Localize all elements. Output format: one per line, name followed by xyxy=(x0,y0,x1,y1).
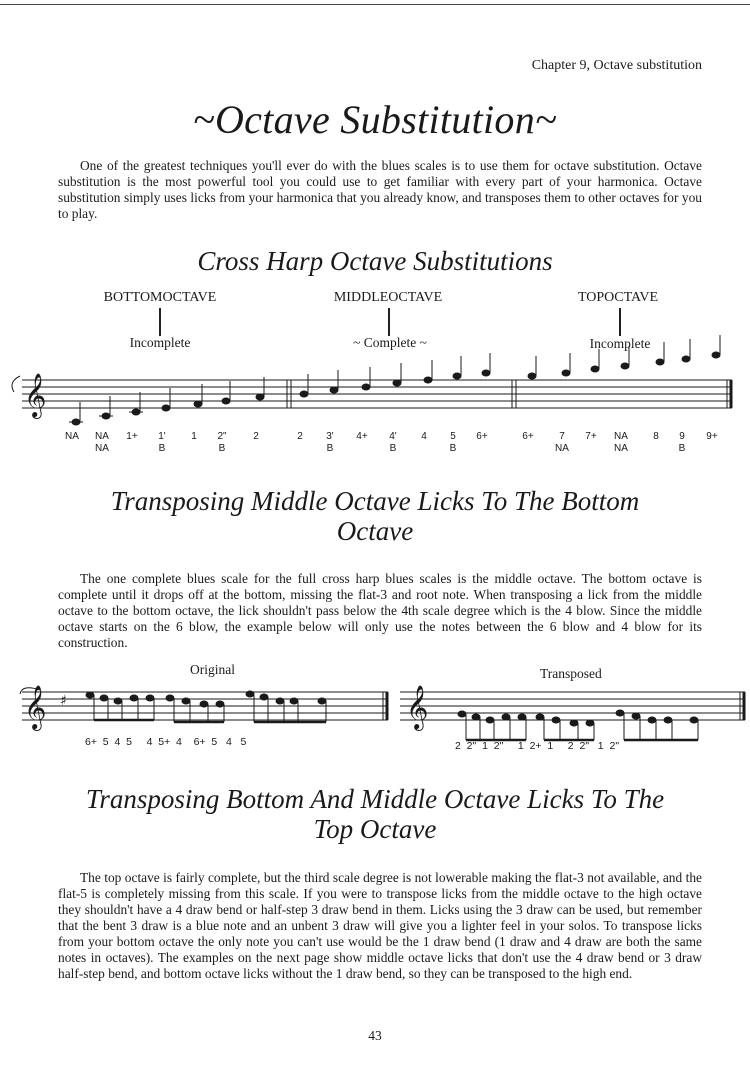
scale-tab-bottom-item: NA xyxy=(555,443,569,454)
note-head xyxy=(393,380,401,386)
note-head xyxy=(276,698,284,704)
note-head xyxy=(318,698,326,704)
scale-tab-top-item: 5 xyxy=(450,431,456,442)
scale-tab-bottom-item: B xyxy=(389,443,397,454)
note-head xyxy=(570,720,578,726)
scale-tab-top-item: 2 xyxy=(297,431,303,442)
section1-heading: Cross Harp Octave Substitutions xyxy=(197,246,553,276)
scale-tab-bottom-item: NA xyxy=(95,443,109,454)
scale-tab-top-item: 1+ xyxy=(126,431,138,442)
note-head xyxy=(552,717,560,723)
note-head xyxy=(290,698,298,704)
scale-tab-bottom-item: NA xyxy=(614,443,628,454)
note-head xyxy=(458,711,466,717)
octave-label-middle: MIDDLEOCTAVE xyxy=(333,290,443,305)
octave-desc-top: Incomplete xyxy=(589,336,651,351)
scale-tab-top-item: 2 xyxy=(253,431,259,442)
note-head xyxy=(616,710,624,716)
section2-heading-line2: Octave xyxy=(336,516,414,546)
section2-heading-line1: Transposing Middle Octave Licks To The Bottom xyxy=(110,486,640,516)
note-head xyxy=(562,370,570,376)
note-head xyxy=(166,695,174,701)
note-head xyxy=(656,359,664,365)
note-head xyxy=(182,698,190,704)
note-head xyxy=(486,717,494,723)
page-title: ~Octave Substitution~ xyxy=(193,97,557,142)
note-head xyxy=(162,405,170,411)
sharp-key-icon: ♯ xyxy=(60,693,67,709)
scale-tab-top-item: NA xyxy=(95,431,109,442)
note-head xyxy=(690,717,698,723)
transposed-tab: 2 2" 1 2" 1 2+ 1 2 2" 1 2" xyxy=(455,740,620,752)
note-head xyxy=(632,713,640,719)
scale-tab-top-item: NA xyxy=(65,431,79,442)
note-head xyxy=(216,701,224,707)
original-label: Original xyxy=(190,662,235,677)
note-head xyxy=(528,373,536,379)
note-head xyxy=(260,694,268,700)
note-head xyxy=(472,714,480,720)
note-head xyxy=(300,391,308,397)
scale-tab-top-item: 6+ xyxy=(476,431,488,442)
octave-desc-middle: ~ Complete ~ xyxy=(353,335,427,350)
note-head xyxy=(114,698,122,704)
scale-tab-top-item: 1 xyxy=(191,431,197,442)
note-head xyxy=(100,695,108,701)
note-head xyxy=(200,701,208,707)
octave-desc-bottom: Incomplete xyxy=(129,335,191,350)
scale-staff xyxy=(12,376,732,408)
note-head xyxy=(536,714,544,720)
scale-tab-bottom-item: B xyxy=(449,443,457,454)
note-head xyxy=(330,387,338,393)
section2-text: The one complete blues scale for the full cross harp blues scales is the middle octave. The bottom octave is complete until it drops off at the bottom, missing the flat-3 and root note. When transposing a lick from the middle octave to the bottom octave, the lick shouldn't pass below the 4th scale degree which is the 4 blow. Since the middle octave starts on the 6 blow, the example below will only use the notes between the 6 blow and 4 blow for its construction. xyxy=(58,571,702,650)
lick-notes xyxy=(86,691,698,740)
note-head xyxy=(424,377,432,383)
note-head xyxy=(86,692,94,698)
intro-text: One of the greatest techniques you'll ever do with the blues scales is to use them for octave substitution. Octave substitution is the most powerful tool you could use to get familiar with every part of your harmonica. Octave substitution simply uses licks from your harmonica that you already know, and transposes them to other octaves for you to play. xyxy=(58,158,702,221)
note-head xyxy=(246,691,254,697)
scale-tab-top-item: 9+ xyxy=(706,431,718,442)
section3-paragraph xyxy=(58,870,702,982)
scale-tab-top-item: 8 xyxy=(653,431,659,442)
section3-text: The top octave is fairly complete, but the third scale degree is not lowerable making the flat-3 not available, and the flat-5 is completely missing from this scale. If you were to transpose licks from the middle octave to the high octave they shouldn't have a 4 draw bend or half-step 3 draw bend in them. Licks using the 3 draw can be used, but remember that the bent 3 draw is a blue note and an unbent 3 draw will give you a lighter feel in your solos. To transpose licks from your bottom octave the only note you can't use would be the 1 draw bend (1 draw and 4 draw are both the same notes in octaves). The examples on the next page show middle octave licks that don't use the 4 draw bend or 3 draw half-step bend, and bottom octave licks without the 1 draw bend, so they can be transposed to the high end. xyxy=(58,870,702,981)
scale-tab-top-item: 2" xyxy=(217,431,227,442)
section3-heading-line2: Top Octave xyxy=(313,814,437,844)
scale-tab-top-item: 4+ xyxy=(356,431,368,442)
scale-tab-top-item: 4 xyxy=(421,431,427,442)
scale-tab-bottom-item: B xyxy=(158,443,166,454)
note-head xyxy=(648,717,656,723)
note-head xyxy=(453,373,461,379)
transposed-label: Transposed xyxy=(540,666,602,681)
note-head xyxy=(682,356,690,362)
treble-clef-icon: 𝄞 xyxy=(24,685,47,729)
note-head xyxy=(362,384,370,390)
note-head xyxy=(586,720,594,726)
treble-clef-icon: 𝄞 xyxy=(24,373,47,417)
note-head xyxy=(518,714,526,720)
octave-label-top: TOPOCTAVE xyxy=(577,290,659,305)
chapter-header: Chapter 9, Octave substitution xyxy=(531,58,702,73)
scale-tab-top-item: 1' xyxy=(158,431,166,442)
note-head xyxy=(146,695,154,701)
note-head xyxy=(256,394,264,400)
scale-tab-top-item: NA xyxy=(614,431,628,442)
scale-tab-top-item: 6+ xyxy=(522,431,534,442)
section2-paragraph xyxy=(58,571,702,651)
scale-tab-top-item: 7 xyxy=(559,431,565,442)
section3-heading-line1: Transposing Bottom And Middle Octave Licks To The xyxy=(85,784,665,814)
scale-tab-top-item: 4' xyxy=(389,431,397,442)
scale-tab-bottom-item: B xyxy=(326,443,334,454)
note-head xyxy=(502,714,510,720)
note-head xyxy=(664,717,672,723)
note-head xyxy=(621,363,629,369)
octave-label-bottom: BOTTOMOCTAVE xyxy=(103,290,217,305)
original-tab: 6+ 5 4 5 4 5+ 4 6+ 5 4 5 xyxy=(85,736,247,748)
scale-tab-top-item: 7+ xyxy=(585,431,597,442)
note-head xyxy=(591,366,599,372)
note-head xyxy=(130,695,138,701)
note-head xyxy=(712,352,720,358)
note-head xyxy=(482,370,490,376)
page-number: 43 xyxy=(368,1028,382,1043)
scale-tab-top-item: 3' xyxy=(326,431,334,442)
treble-clef-icon: 𝄞 xyxy=(406,685,429,729)
note-head xyxy=(194,401,202,407)
note-head xyxy=(222,398,230,404)
transposed-staff xyxy=(400,692,745,720)
scale-tab-top-item: 9 xyxy=(679,431,685,442)
scale-tab-bottom-item: B xyxy=(678,443,686,454)
scale-tab-bottom-item: B xyxy=(218,443,226,454)
